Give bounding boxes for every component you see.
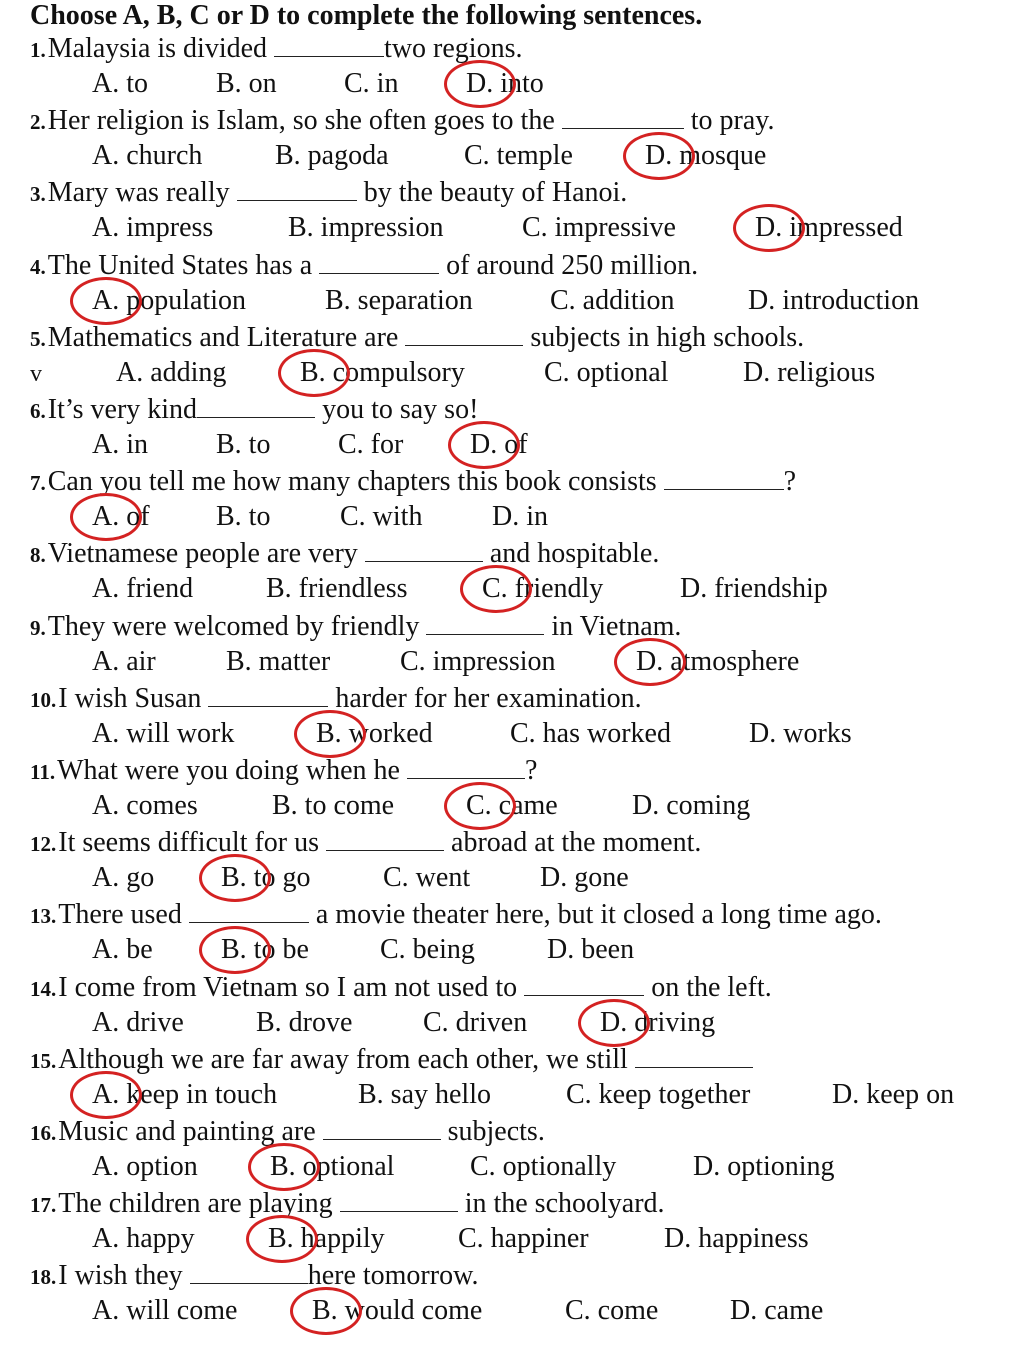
- question-stem: [30, 828, 701, 857]
- answer-option-b[interactable]: B. optional: [270, 1151, 395, 1182]
- question-number: 4.: [30, 254, 46, 279]
- answer-option-c[interactable]: C. in: [344, 68, 399, 99]
- answer-option-b[interactable]: B. separation: [325, 284, 473, 316]
- answer-blank: [197, 395, 315, 418]
- question-number: 14.: [30, 976, 57, 1001]
- question-text-before: The children are playing: [58, 1188, 340, 1220]
- answer-option-c[interactable]: C. driven: [423, 1006, 528, 1038]
- question-stem: [30, 178, 627, 207]
- question-text-before: Mathematics and Literature are: [47, 321, 406, 353]
- answer-option-a[interactable]: A. of: [92, 501, 150, 533]
- answer-option-a[interactable]: A. be: [92, 934, 153, 966]
- question-text-after: to pray.: [683, 105, 775, 137]
- question-stem: [30, 323, 804, 352]
- answer-option-d[interactable]: D. happiness: [664, 1223, 809, 1255]
- answer-option-d[interactable]: D. atmosphere: [636, 645, 800, 677]
- answer-blank: [365, 539, 483, 562]
- answer-option-c[interactable]: C. impressive: [522, 212, 676, 244]
- answer-option-a[interactable]: A. drive: [92, 1006, 184, 1038]
- answer-option-b[interactable]: B. impression: [288, 212, 444, 244]
- question-text-after: you to say so!: [315, 394, 479, 425]
- stray-mark: v: [30, 360, 42, 387]
- question-number: 9.: [30, 615, 46, 640]
- answer-option-d[interactable]: D. friendship: [680, 573, 828, 605]
- answer-option-c[interactable]: C. with: [340, 501, 423, 533]
- answer-option-d[interactable]: D. came: [730, 1295, 824, 1327]
- answer-option-c[interactable]: C. came: [466, 790, 558, 821]
- question-text-before: It seems difficult for us: [58, 827, 327, 859]
- answer-option-b[interactable]: B. worked: [316, 717, 433, 749]
- question-text-before: Although we are far away from each other, we still: [58, 1043, 635, 1075]
- question-text-before: There used: [58, 899, 189, 931]
- question-text-after: in Vietnam.: [544, 610, 682, 642]
- answer-blank: [274, 34, 384, 57]
- question-stem: [30, 1117, 545, 1146]
- question-text-before: They were welcomed by friendly: [47, 610, 427, 642]
- answer-option-a[interactable]: A. happy: [92, 1223, 195, 1255]
- question-number: 18.: [30, 1265, 57, 1290]
- answer-blank: [524, 973, 644, 996]
- question-text-after: here tomorrow.: [307, 1260, 479, 1292]
- answer-option-c[interactable]: C. went: [383, 862, 471, 894]
- question-text-before: I wish they: [58, 1260, 190, 1292]
- question-text-after: of around 250 million.: [439, 249, 699, 281]
- question-stem: [30, 900, 882, 929]
- question-stem: [30, 684, 642, 713]
- answer-option-c[interactable]: C. temple: [464, 140, 573, 172]
- question-number: 17.: [30, 1193, 57, 1218]
- answer-option-a[interactable]: A. option: [92, 1151, 198, 1182]
- question-text-after: in the schoolyard.: [457, 1188, 665, 1220]
- answer-option-b[interactable]: B. on: [216, 68, 277, 99]
- answer-option-a[interactable]: A. in: [92, 429, 148, 460]
- question-text-after: subjects.: [440, 1116, 545, 1147]
- answer-option-a[interactable]: A. church: [92, 140, 203, 172]
- question-stem: [30, 612, 681, 641]
- question-text-before: Her religion is Islam, so she often goes to the: [47, 105, 562, 137]
- answer-option-d[interactable]: D. been: [547, 934, 635, 966]
- answer-blank: [340, 1189, 458, 1212]
- answer-option-b[interactable]: B. to be: [221, 934, 309, 966]
- answer-option-a[interactable]: A. population: [92, 284, 246, 316]
- answer-option-c[interactable]: C. come: [565, 1295, 659, 1327]
- question-text-before: I wish Susan: [58, 682, 209, 714]
- question-number: 15.: [30, 1048, 57, 1073]
- question-stem: [30, 1189, 665, 1218]
- answer-option-a[interactable]: A. comes: [92, 790, 198, 821]
- question-stem: [30, 756, 537, 785]
- question-stem: [30, 395, 478, 424]
- question-stem: [30, 539, 659, 568]
- answer-option-b[interactable]: B. to: [216, 501, 271, 533]
- answer-option-b[interactable]: B. drove: [256, 1006, 353, 1038]
- question-text-after: ?: [524, 755, 538, 786]
- question-number: 12.: [30, 832, 57, 857]
- answer-option-d[interactable]: D. mosque: [645, 140, 767, 172]
- question-number: 7.: [30, 471, 46, 496]
- answer-option-d[interactable]: D. introduction: [748, 284, 920, 316]
- answer-option-a[interactable]: A. adding: [116, 356, 227, 388]
- answer-blank: [208, 684, 328, 707]
- answer-option-a[interactable]: A. impress: [92, 212, 214, 244]
- question-text-before: I come from Vietnam so I am not used to: [58, 971, 525, 1003]
- question-text-after: ?: [783, 466, 797, 498]
- answer-option-a[interactable]: A. friend: [92, 573, 194, 605]
- question-number: 10.: [30, 687, 57, 712]
- answer-option-b[interactable]: B. would come: [312, 1295, 483, 1327]
- question-text-after: a movie theater here, but it closed a long time ago.: [308, 899, 882, 931]
- question-text-before: It’s very kind: [47, 394, 198, 425]
- question-stem: [30, 1261, 478, 1290]
- answer-option-c[interactable]: C. optionally: [470, 1151, 617, 1182]
- question-stem: [30, 467, 796, 496]
- question-text-after: two regions.: [384, 33, 523, 64]
- answer-blank: [237, 178, 357, 201]
- answer-option-b[interactable]: B. friendless: [266, 573, 408, 605]
- question-text-after: on the left.: [644, 971, 772, 1003]
- question-text-after: by the beauty of Hanoi.: [356, 177, 628, 209]
- answer-option-c[interactable]: C. optional: [544, 356, 669, 388]
- question-stem: [30, 106, 774, 135]
- question-stem: [30, 1045, 753, 1074]
- answer-option-b[interactable]: B. matter: [226, 645, 331, 677]
- question-text-after: and hospitable.: [482, 538, 660, 570]
- answer-option-b[interactable]: B. to go: [221, 862, 311, 894]
- answer-option-a[interactable]: A. air: [92, 645, 156, 677]
- answer-option-d[interactable]: D. into: [466, 68, 544, 99]
- question-text-after: abroad at the moment.: [444, 827, 702, 859]
- question-number: 8.: [30, 543, 46, 568]
- answer-option-d[interactable]: D. gone: [540, 862, 629, 894]
- question-stem: [30, 973, 772, 1002]
- question-stem: [30, 34, 522, 63]
- answer-option-b[interactable]: B. compulsory: [300, 356, 465, 388]
- answer-blank: [664, 467, 784, 490]
- answer-option-d[interactable]: D. optioning: [693, 1151, 835, 1182]
- answer-blank: [326, 828, 444, 851]
- answer-option-c[interactable]: C. happiner: [458, 1223, 589, 1255]
- question-number: 2.: [30, 110, 46, 135]
- answer-option-d[interactable]: D. keep on: [832, 1078, 955, 1110]
- answer-option-c[interactable]: C. addition: [550, 284, 675, 316]
- answer-option-a[interactable]: A. will come: [92, 1295, 238, 1327]
- answer-option-a[interactable]: A. to: [92, 68, 148, 99]
- answer-option-d[interactable]: D. impressed: [755, 212, 903, 244]
- answer-option-a[interactable]: A. will work: [92, 717, 235, 749]
- question-text-before: Mary was really: [47, 177, 237, 209]
- question-number: 11.: [30, 760, 56, 784]
- answer-option-b[interactable]: B. say hello: [358, 1078, 491, 1110]
- question-text-before: What were you doing when he: [57, 755, 407, 786]
- answer-blank: [405, 323, 523, 346]
- answer-option-b[interactable]: B. pagoda: [275, 140, 389, 172]
- answer-option-c[interactable]: C. being: [380, 934, 475, 966]
- answer-option-b[interactable]: B. to come: [272, 790, 395, 821]
- answer-option-c[interactable]: C. impression: [400, 645, 556, 677]
- answer-option-d[interactable]: D. in: [492, 501, 548, 533]
- answer-blank: [407, 756, 525, 779]
- answer-blank: [323, 1117, 441, 1140]
- answer-option-c[interactable]: C. friendly: [482, 573, 604, 605]
- answer-blank: [562, 106, 684, 129]
- question-stem: [30, 251, 698, 280]
- answer-option-c[interactable]: C. keep together: [566, 1078, 751, 1110]
- question-text-after: subjects in high schools.: [523, 321, 805, 353]
- answer-option-a[interactable]: A. keep in touch: [92, 1078, 278, 1110]
- answer-option-b[interactable]: B. to: [216, 429, 271, 460]
- question-text-before: Vietnamese people are very: [47, 538, 365, 570]
- worksheet-title: Choose A, B, C or D to complete the following sentences.: [30, 0, 703, 31]
- answer-option-b[interactable]: B. happily: [268, 1223, 385, 1255]
- answer-blank: [635, 1045, 753, 1068]
- question-number: 6.: [30, 399, 46, 423]
- answer-option-d[interactable]: D. works: [749, 717, 852, 749]
- question-text-before: Can you tell me how many chapters this book consists: [47, 466, 664, 498]
- question-number: 5.: [30, 326, 46, 351]
- answer-option-c[interactable]: C. for: [338, 429, 404, 460]
- answer-option-c[interactable]: C. has worked: [510, 717, 671, 749]
- answer-option-d[interactable]: D. religious: [743, 356, 876, 388]
- question-number: 1.: [30, 38, 46, 62]
- question-number: 13.: [30, 904, 57, 929]
- question-number: 16.: [30, 1121, 57, 1145]
- question-text-before: The United States has a: [47, 249, 320, 281]
- answer-option-d[interactable]: D. of: [470, 429, 528, 460]
- answer-option-d[interactable]: D. driving: [600, 1006, 716, 1038]
- answer-blank: [319, 251, 439, 274]
- answer-option-a[interactable]: A. go: [92, 862, 155, 894]
- question-text-after: harder for her examination.: [328, 682, 642, 714]
- answer-option-d[interactable]: D. coming: [632, 790, 751, 821]
- answer-blank: [426, 612, 544, 635]
- question-text-before: Music and painting are: [58, 1116, 323, 1147]
- question-text-before: Malaysia is divided: [47, 33, 275, 64]
- question-number: 3.: [30, 182, 46, 207]
- answer-blank: [189, 900, 309, 923]
- answer-blank: [190, 1261, 308, 1284]
